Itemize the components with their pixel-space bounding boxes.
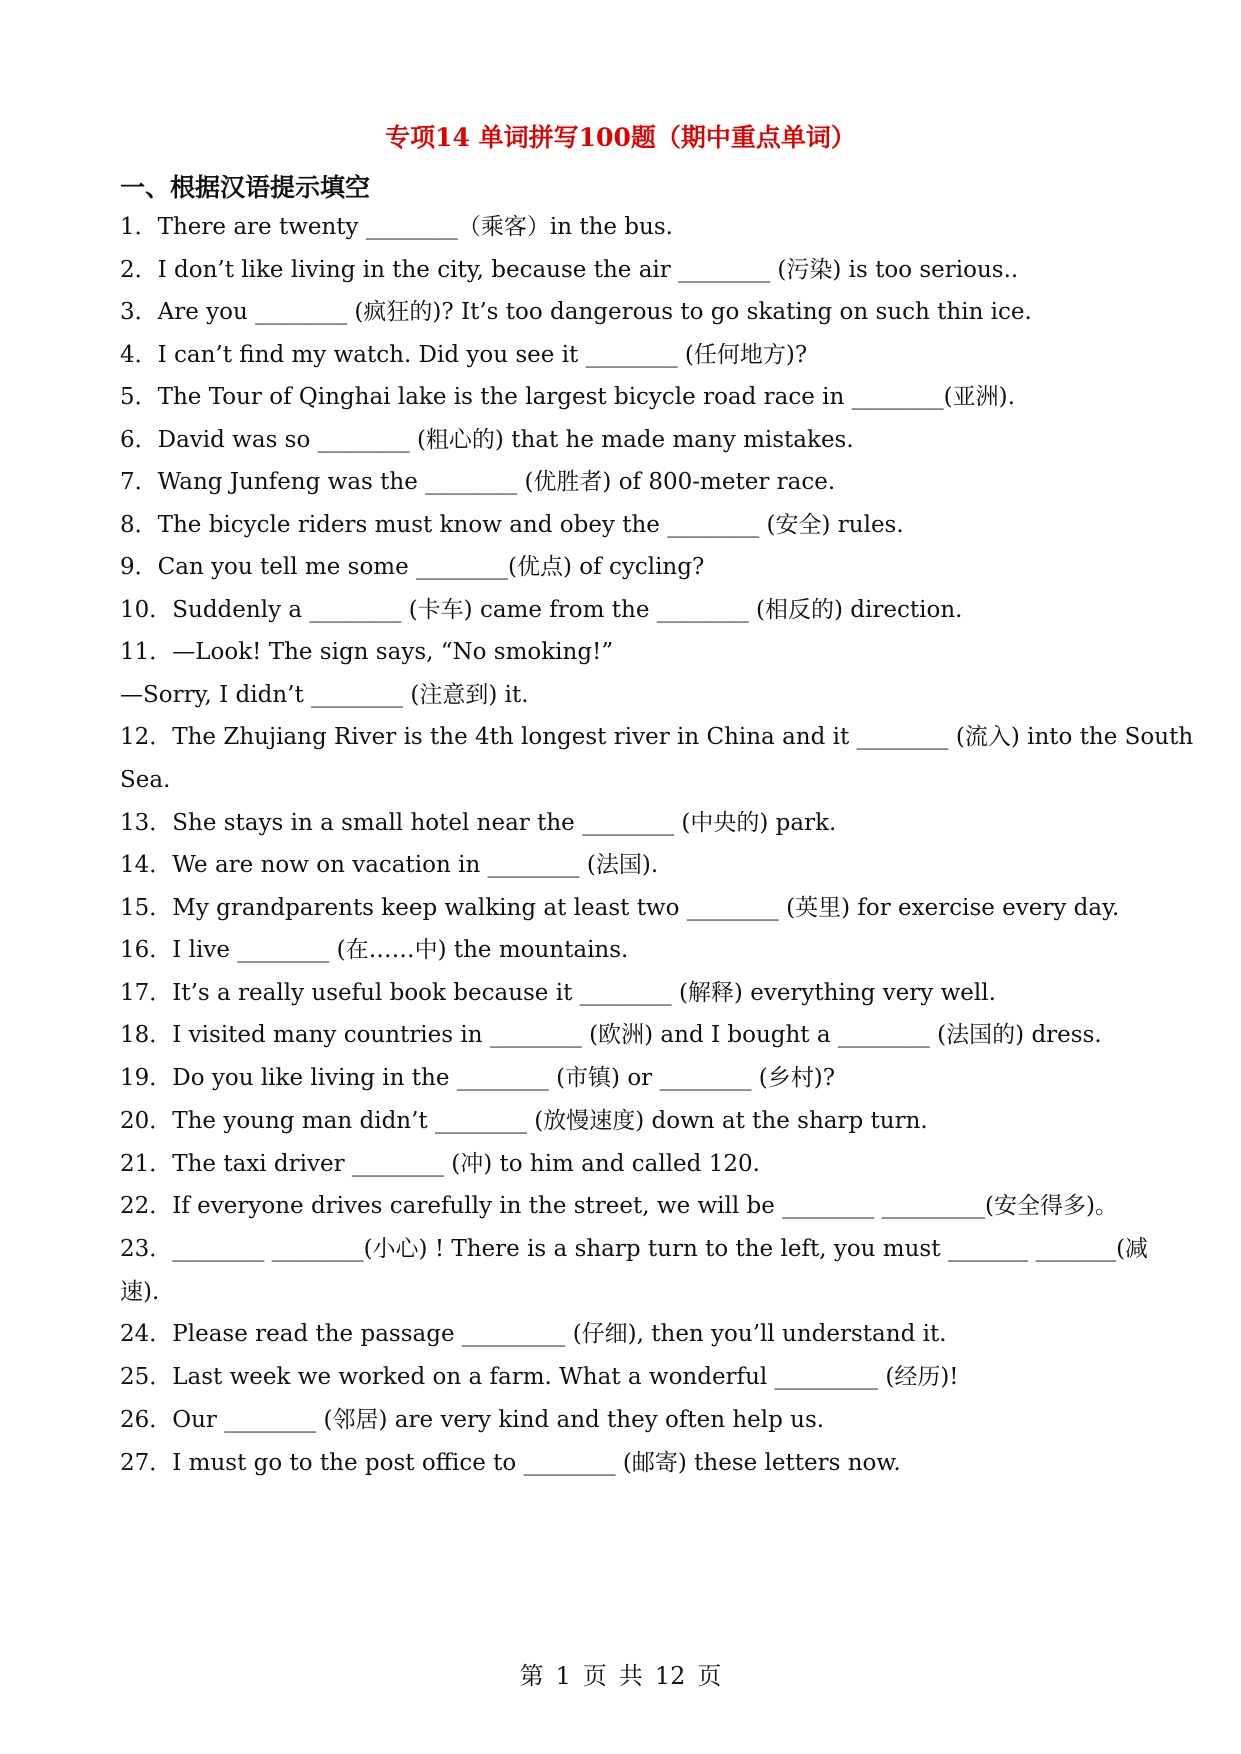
question-line: 13．She stays in a small hotel near the ________ (中央的) park.	[120, 810, 837, 836]
question-line: 20．The young man didn’t ________ (放慢速度) down at the sharp turn.	[120, 1108, 928, 1134]
question-line: 2．I don’t like living in the city, because the air ________ (污染) is too serious..	[120, 257, 1019, 283]
footer-mid: 页	[582, 1662, 607, 1690]
question-line: 21．The taxi driver ________ (冲) to him and called 120.	[120, 1151, 760, 1177]
document-title: 专项14 单词拼写100题（期中重点单词）	[385, 123, 856, 152]
footer-prefix: 第	[519, 1662, 544, 1690]
footer-suffix: 页	[697, 1662, 722, 1690]
question-line: 4．I can’t find my watch. Did you see it ________ (任何地方)?	[120, 342, 808, 368]
question-line: 3．Are you ________ (疯狂的)? It’s too dangerous to go skating on such thin ice.	[120, 299, 1032, 325]
footer-total-prefix: 共	[618, 1662, 643, 1690]
section-heading: 一、根据汉语提示填空	[120, 173, 371, 202]
question-line: 14．We are now on vacation in ________ (法国).	[120, 852, 659, 878]
question-line: 26．Our ________ (邻居) are very kind and they often help us.	[120, 1407, 825, 1433]
question-line: 19．Do you like living in the ________ (市镇) or ________ (乡村)?	[120, 1065, 836, 1091]
question-line: 6．David was so ________ (粗心的) that he made many mistakes.	[120, 427, 854, 453]
question-line: 11．—Look! The sign says, “No smoking!”	[120, 639, 614, 665]
question-line: 12．The Zhujiang River is the 4th longest river in China and it ________ (流入) into the South	[120, 724, 1194, 750]
question-line: 10．Suddenly a ________ (卡车) came from the ________ (相反的) direction.	[120, 597, 963, 623]
question-line: Sea.	[120, 767, 171, 793]
footer-total-pages: 12	[654, 1662, 686, 1690]
question-line: 9．Can you tell me some ________(优点) of cycling?	[120, 554, 705, 580]
question-line: 1．There are twenty ________（乘客）in the bus.	[120, 214, 673, 240]
question-line: 18．I visited many countries in ________ (欧洲) and I bought a ________ (法国的) dress.	[120, 1022, 1102, 1048]
question-line: 27．I must go to the post office to ________ (邮寄) these letters now.	[120, 1450, 901, 1476]
question-line: 8．The bicycle riders must know and obey the ________ (安全) rules.	[120, 512, 904, 538]
question-line: 16．I live ________ (在……中) the mountains.	[120, 937, 629, 963]
question-line: 17．It’s a really useful book because it ________ (解释) everything very well.	[120, 980, 996, 1006]
question-line: 速).	[120, 1279, 160, 1305]
question-line: 22．If everyone drives carefully in the street, we will be ________ _________(安全得多)。	[120, 1193, 1118, 1219]
question-line: —Sorry, I didn’t ________ (注意到) it.	[120, 682, 529, 708]
question-line: 24．Please read the passage _________ (仔细), then you’ll understand it.	[120, 1321, 947, 1347]
question-line: 7．Wang Junfeng was the ________ (优胜者) of 800-meter race.	[120, 469, 836, 495]
question-line: 25．Last week we worked on a farm. What a wonderful _________ (经历)!	[120, 1364, 959, 1390]
question-line: 15．My grandparents keep walking at least two ________ (英里) for exercise every day.	[120, 895, 1120, 921]
question-line: 5．The Tour of Qinghai lake is the largest bicycle road race in ________(亚洲).	[120, 384, 1015, 410]
page-footer	[0, 1656, 1241, 1691]
footer-page-number: 1	[555, 1662, 571, 1690]
question-line: 23．________ ________(小心) ! There is a sharp turn to the left, you must _______ _______(减	[120, 1236, 1149, 1262]
